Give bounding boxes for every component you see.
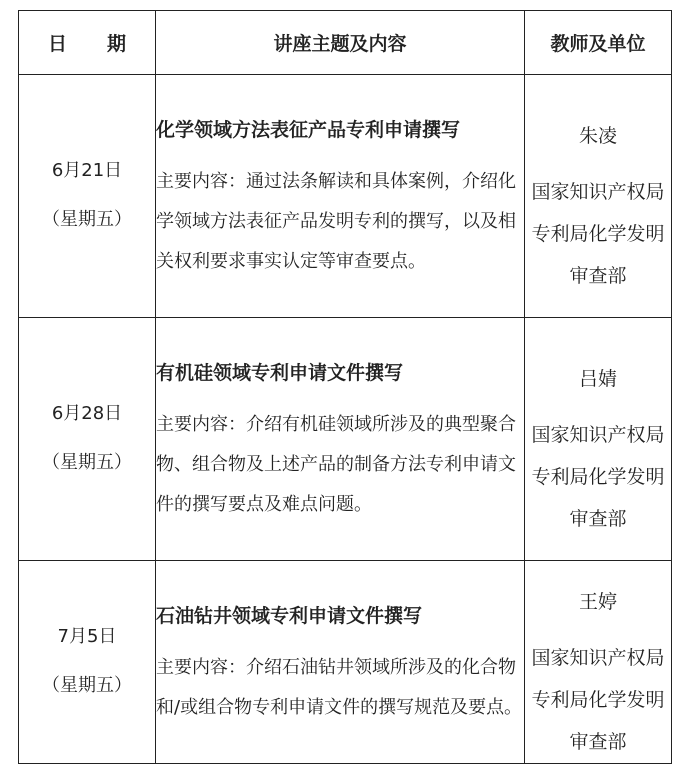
lecture-date: 6月21日: [51, 160, 123, 182]
header-date-char-1: 日: [47, 33, 67, 55]
table-row: [19, 318, 672, 561]
teacher-name: 王婷: [578, 591, 617, 613]
table-row: [19, 561, 672, 764]
lecture-weekday: （星期五）: [42, 209, 132, 230]
lecture-title: 化学领域方法表征产品专利申请撰写: [156, 118, 461, 141]
header-date: [19, 11, 156, 75]
lecture-date: 6月28日: [51, 403, 123, 425]
teacher-name: 朱凌: [578, 125, 617, 147]
lecture-weekday: （星期五）: [42, 675, 132, 696]
topic-cell: [156, 561, 525, 764]
lecture-date: 7月5日: [57, 626, 117, 648]
teacher-cell: [525, 318, 672, 561]
teacher-unit: 国家知识产权局专利局化学发明审查部: [531, 647, 665, 753]
table-header-row: [19, 11, 672, 75]
table-row: [19, 75, 672, 318]
teacher-unit: 国家知识产权局专利局化学发明审查部: [531, 181, 665, 287]
teacher-unit: 国家知识产权局专利局化学发明审查部: [531, 424, 665, 530]
lecture-content: 主要内容：介绍有机硅领域所涉及的典型聚合物、组合物及上述产品的制备方法专利申请文件的撰写要点及难点问题。: [156, 414, 516, 516]
header-date-char-2: 期: [107, 33, 127, 55]
topic-cell: [156, 318, 525, 561]
lecture-title: 有机硅领域专利申请文件撰写: [156, 361, 404, 384]
teacher-name: 吕婧: [578, 368, 617, 390]
teacher-cell: [525, 75, 672, 318]
date-cell: [19, 75, 156, 318]
lecture-schedule-table: [18, 10, 672, 764]
topic-cell: [156, 75, 525, 318]
header-teacher: 教师及单位: [525, 11, 672, 75]
lecture-weekday: （星期五）: [42, 452, 132, 473]
lecture-content: 主要内容：介绍石油钻井领域所涉及的化合物和/或组合物专利申请文件的撰写规范及要点。: [156, 657, 523, 719]
header-topic: 讲座主题及内容: [156, 11, 525, 75]
lecture-title: 石油钻井领域专利申请文件撰写: [156, 604, 423, 627]
teacher-cell: [525, 561, 672, 764]
date-cell: [19, 318, 156, 561]
lecture-content: 主要内容：通过法条解读和具体案例，介绍化学领域方法表征产品发明专利的撰写，以及相关权利要求事实认定等审查要点。: [156, 171, 516, 273]
date-cell: [19, 561, 156, 764]
